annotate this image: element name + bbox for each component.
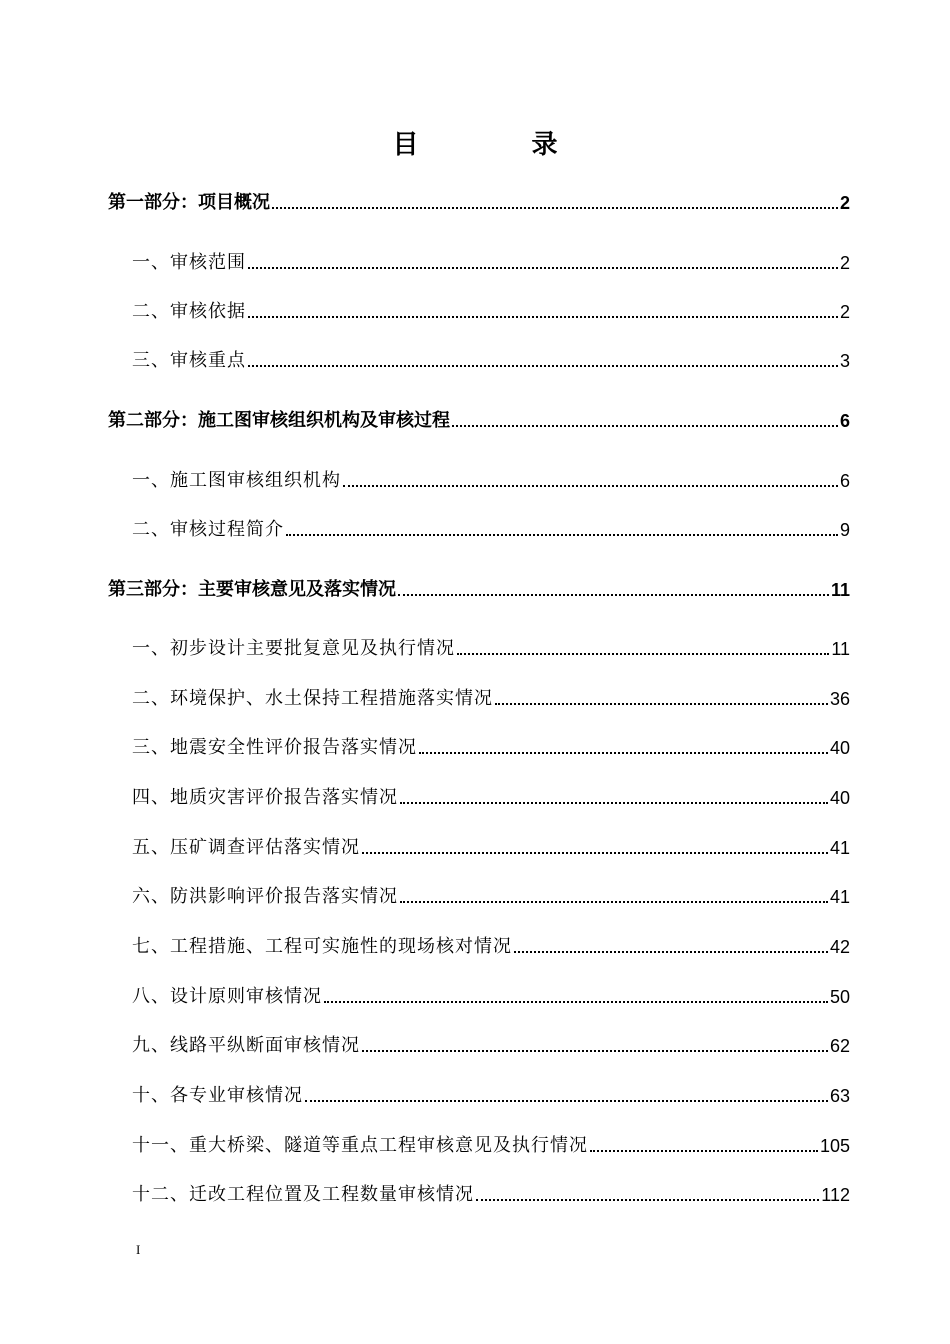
toc-entry-text: 五、压矿调查评估落实情况 — [132, 837, 360, 858]
toc-dot-leader — [457, 653, 829, 655]
toc-entry-text: 二、审核依据 — [132, 301, 246, 322]
toc-entry-text: 三、地震安全性评价报告落实情况 — [132, 737, 417, 758]
toc-dot-leader — [452, 425, 838, 427]
toc-dot-leader — [419, 752, 828, 754]
toc-entry[interactable] — [132, 882, 850, 908]
toc-entry[interactable] — [132, 833, 850, 859]
toc-page-number: 41 — [829, 887, 850, 907]
toc-dot-leader — [324, 1001, 828, 1003]
toc-entry-text: 第三部分：主要审核意见及落实情况 — [108, 579, 396, 600]
toc-page-number: 63 — [829, 1086, 850, 1106]
toc-page-number: 2 — [839, 302, 850, 322]
toc-entry-text: 三、审核重点 — [132, 350, 246, 371]
toc-entry[interactable] — [132, 466, 850, 492]
toc-dot-leader — [398, 594, 829, 596]
toc-dot-leader — [343, 485, 838, 487]
toc-entry[interactable] — [132, 783, 850, 809]
toc-dot-leader — [286, 534, 838, 536]
toc-dot-leader — [590, 1150, 818, 1152]
toc-entry-part-3[interactable] — [108, 575, 850, 601]
toc-dot-leader — [400, 802, 828, 804]
toc-entry[interactable] — [132, 982, 850, 1008]
page-title: 目 录 — [392, 130, 610, 160]
toc-entry-text: 六、防洪影响评价报告落实情况 — [132, 886, 398, 907]
toc-page-number: 42 — [829, 937, 850, 957]
toc-entry-text: 八、设计原则审核情况 — [132, 986, 322, 1007]
toc-entry-text: 九、线路平纵断面审核情况 — [132, 1035, 360, 1056]
toc-entry-text: 一、审核范围 — [132, 252, 246, 273]
toc-entry[interactable] — [132, 1081, 850, 1107]
toc-entry-text: 四、地质灾害评价报告落实情况 — [132, 787, 398, 808]
toc-dot-leader — [400, 901, 828, 903]
toc-dot-leader — [305, 1100, 828, 1102]
toc-dot-leader — [514, 951, 828, 953]
toc-dot-leader — [248, 365, 838, 367]
toc-dot-leader — [362, 1050, 828, 1052]
toc-entry[interactable] — [132, 733, 850, 759]
toc-entry[interactable] — [132, 684, 850, 710]
toc-entry-text: 七、工程措施、工程可实施性的现场核对情况 — [132, 936, 512, 957]
toc-entry-part-2[interactable] — [108, 406, 850, 432]
toc-page-number: 2 — [839, 193, 850, 213]
toc-entry[interactable] — [132, 932, 850, 958]
toc-entry[interactable] — [132, 1180, 850, 1206]
toc-entry[interactable] — [132, 515, 850, 541]
toc-entry[interactable] — [132, 1031, 850, 1057]
toc-page-number: 40 — [829, 738, 850, 758]
toc-entry-text: 第一部分：项目概况 — [108, 192, 270, 213]
toc-page-number: 11 — [831, 639, 850, 659]
toc-page-number: 6 — [839, 411, 850, 431]
toc-entry-text: 十二、迁改工程位置及工程数量审核情况 — [132, 1184, 474, 1205]
toc-page-number: 105 — [819, 1136, 850, 1156]
toc-entry-text: 十、各专业审核情况 — [132, 1085, 303, 1106]
toc-page-number: 9 — [839, 520, 850, 540]
toc-entry[interactable] — [132, 1131, 850, 1157]
toc-entry-text: 二、审核过程简介 — [132, 519, 284, 540]
toc-page-number: 3 — [839, 351, 850, 371]
footer-page-number: I — [136, 1242, 141, 1257]
toc-dot-leader — [272, 207, 838, 209]
toc-page-number: 6 — [839, 471, 850, 491]
toc-entry[interactable] — [132, 297, 850, 323]
toc-page-number: 41 — [829, 838, 850, 858]
toc-dot-leader — [362, 852, 828, 854]
toc-entry[interactable] — [132, 248, 850, 274]
toc-entry-text: 十一、重大桥梁、隧道等重点工程审核意见及执行情况 — [132, 1135, 588, 1156]
toc-page-number: 62 — [829, 1036, 850, 1056]
toc-entry-text: 二、环境保护、水土保持工程措施落实情况 — [132, 688, 493, 709]
toc-page-number: 11 — [830, 580, 850, 600]
toc-dot-leader — [248, 267, 838, 269]
toc-page-number: 36 — [829, 689, 850, 709]
toc-entry[interactable] — [132, 346, 850, 372]
toc-entry[interactable] — [132, 634, 850, 660]
toc-dot-leader — [495, 703, 828, 705]
toc-entry-text: 一、初步设计主要批复意见及执行情况 — [132, 638, 455, 659]
toc-page-number: 40 — [829, 788, 850, 808]
toc-entry-text: 第二部分：施工图审核组织机构及审核过程 — [108, 410, 450, 431]
toc-page-number: 2 — [839, 253, 850, 273]
toc-page-number: 50 — [829, 987, 850, 1007]
toc-entry-text: 一、施工图审核组织机构 — [132, 470, 341, 491]
toc-dot-leader — [248, 316, 838, 318]
toc-page-number: 112 — [821, 1185, 850, 1205]
toc-dot-leader — [476, 1199, 819, 1201]
toc-entry-part-1[interactable] — [108, 188, 850, 214]
